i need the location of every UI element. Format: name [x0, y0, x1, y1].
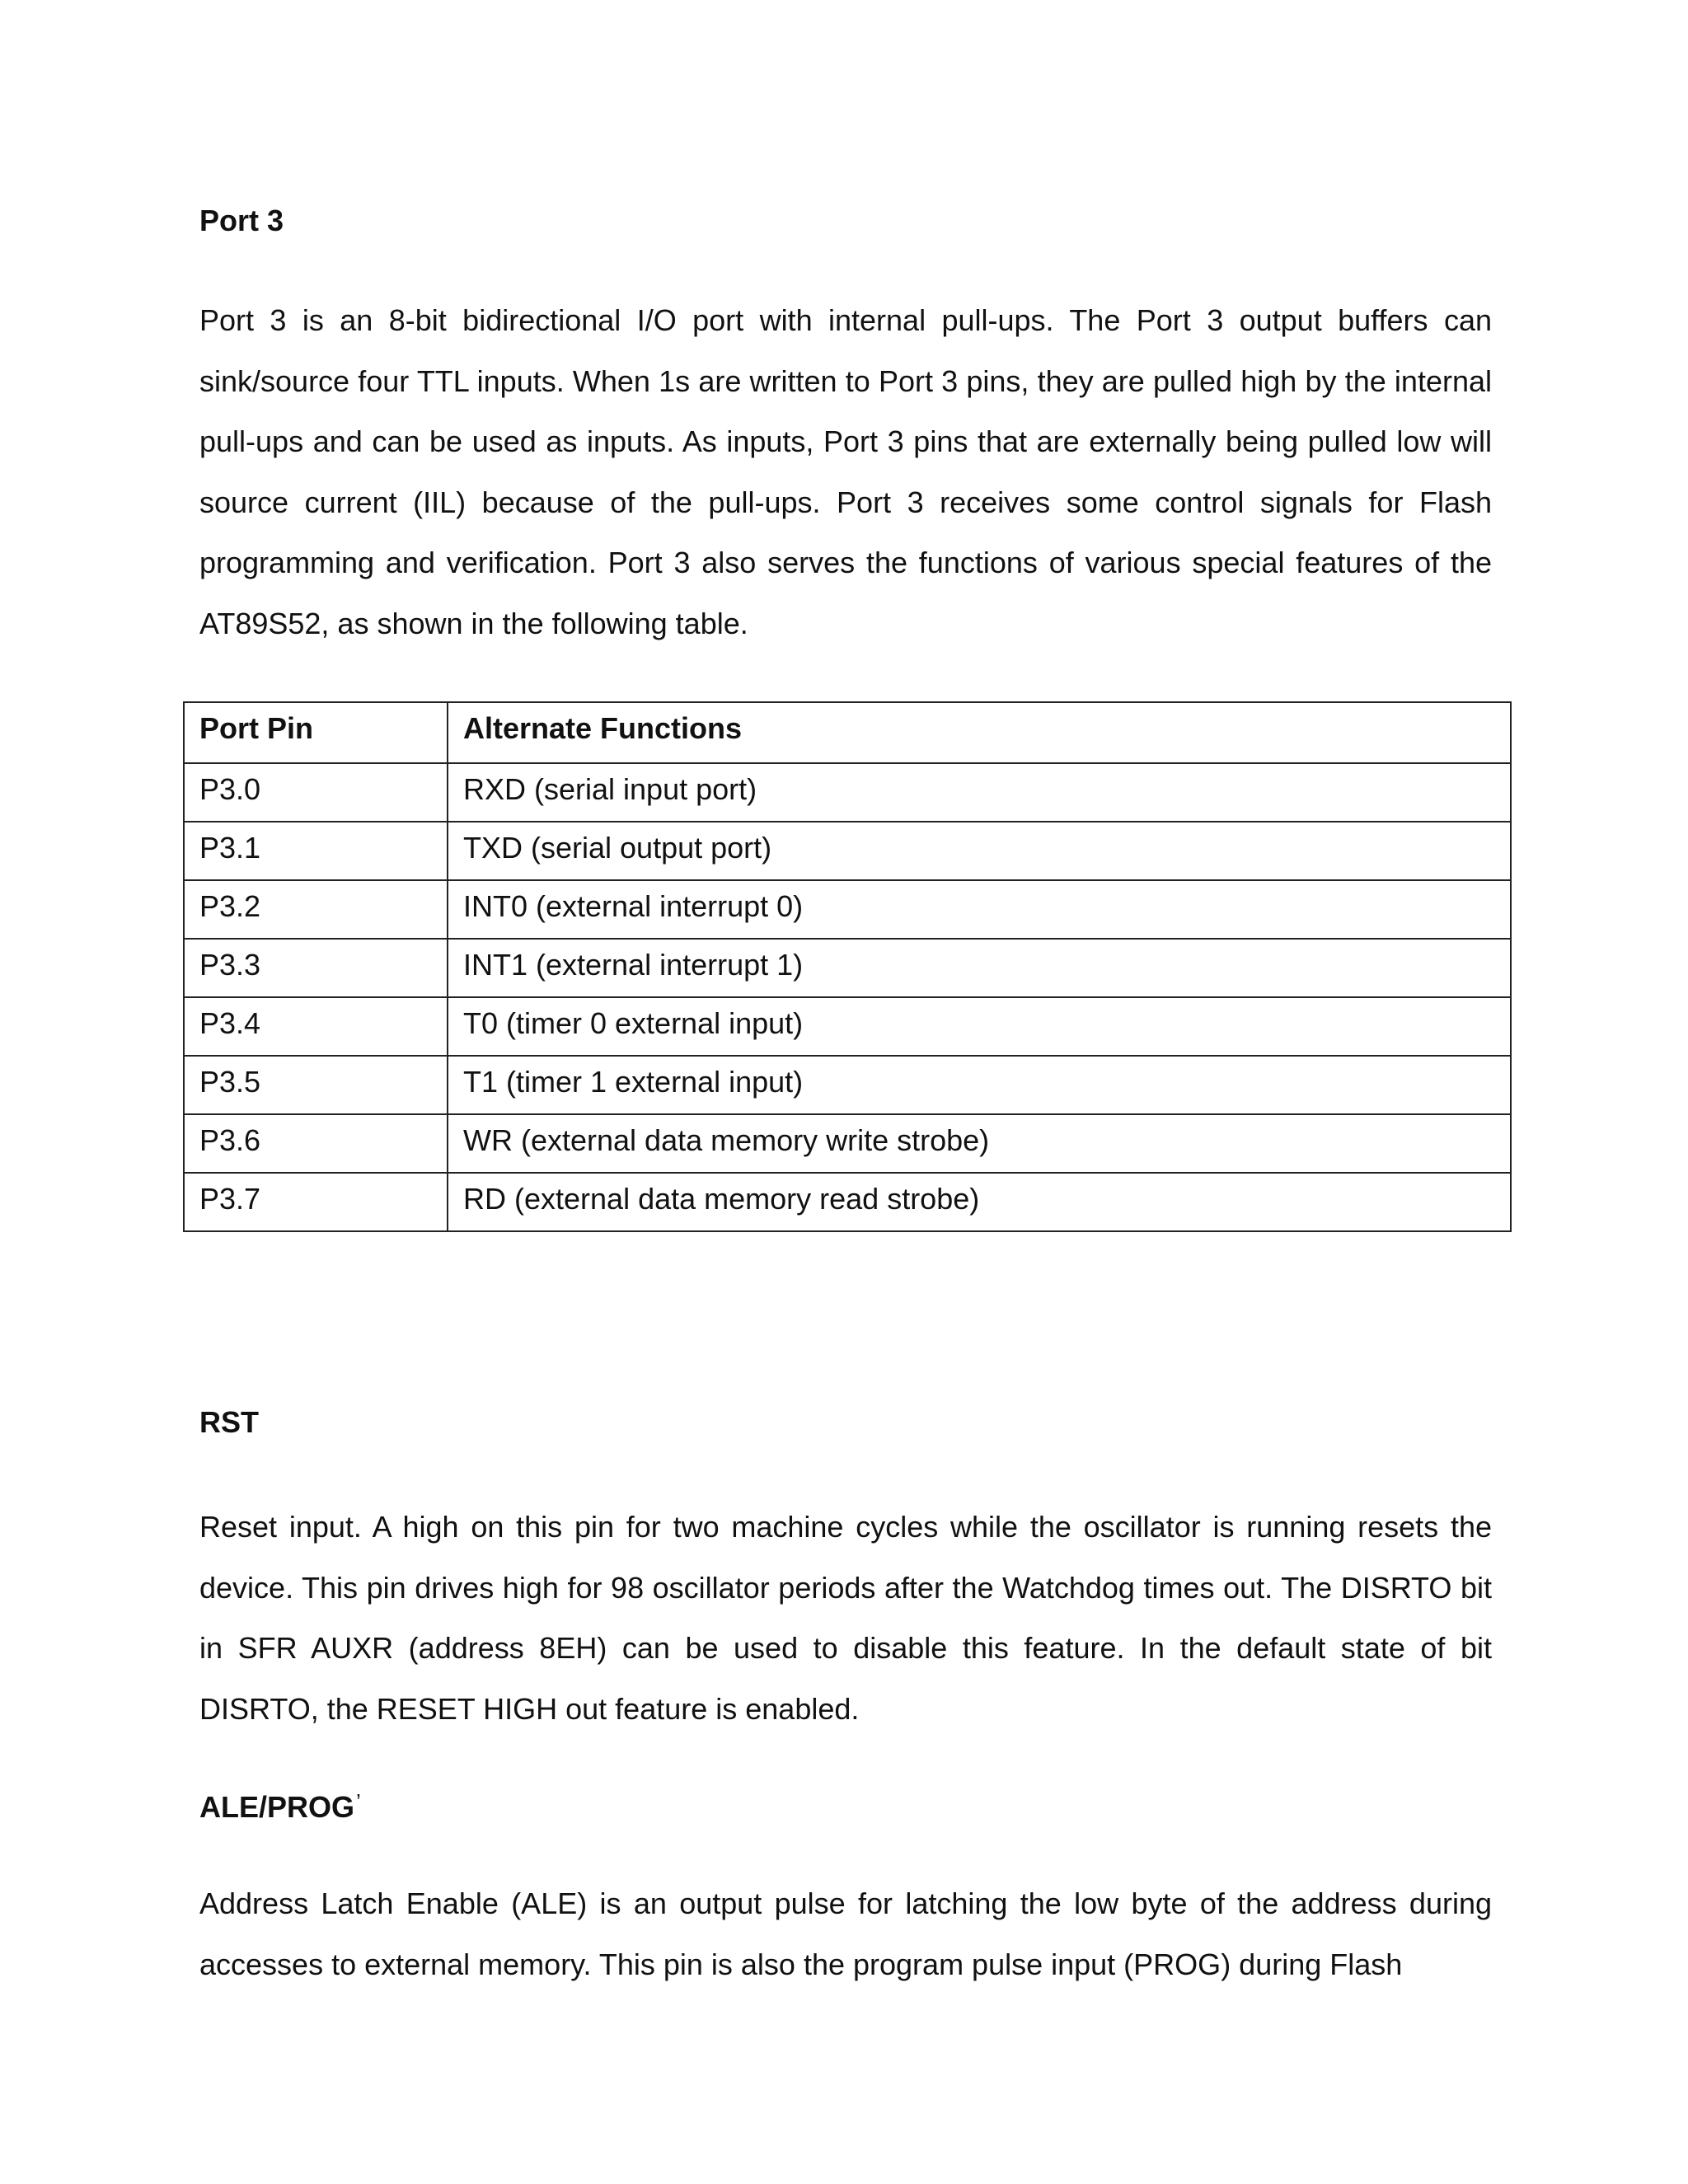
port3-heading: Port 3 [199, 204, 284, 237]
table-row [184, 1056, 1511, 1114]
pin-cell: P3.3 [184, 939, 448, 997]
pin-cell: P3.5 [184, 1056, 448, 1114]
table-header-alternate-functions: Alternate Functions [448, 702, 1511, 763]
table-row [184, 1173, 1511, 1231]
table-header-row [184, 702, 1511, 763]
function-cell: RXD (serial input port) [448, 763, 1511, 822]
table-row [184, 997, 1511, 1056]
ale-prog-heading-text: ALE/PROG [199, 1790, 355, 1824]
pin-cell: P3.4 [184, 997, 448, 1056]
pin-cell: P3.6 [184, 1114, 448, 1173]
pin-cell: P3.7 [184, 1173, 448, 1231]
function-cell: INT0 (external interrupt 0) [448, 880, 1511, 939]
table-header-port-pin: Port Pin [184, 702, 448, 763]
function-cell: T1 (timer 1 external input) [448, 1056, 1511, 1114]
table-row [184, 1114, 1511, 1173]
pin-cell: P3.0 [184, 763, 448, 822]
ale-prog-heading [199, 1785, 361, 1824]
function-cell: T0 (timer 0 external input) [448, 997, 1511, 1056]
port3-paragraph: Port 3 is an 8-bit bidirectional I/O port with internal pull-ups. The Port 3 output buffers can sink/source four TTL inputs. When 1s are written to Port 3 pins, they are pulled high by the internal pull-ups and can be used as inputs. As inputs, Port 3 pins that are externally being pulled low will source current (IIL) because of the pull-ups. Port 3 receives some control signals for Flash programming and verification. Port 3 also serves the functions of various special features of the AT89S52, as shown in the following table. [199, 303, 1492, 640]
function-cell: RD (external data memory read strobe) [448, 1173, 1511, 1231]
ale-paragraph: Address Latch Enable (ALE) is an output pulse for latching the low byte of the address during accesses to external memory. This pin is also the program pulse input (PROG) during Flash [199, 1886, 1492, 1981]
table-row [184, 880, 1511, 939]
function-cell: WR (external data memory write strobe) [448, 1114, 1511, 1173]
rst-heading: RST [199, 1405, 259, 1439]
table-row [184, 763, 1511, 822]
rst-paragraph: Reset input. A high on this pin for two machine cycles while the oscillator is running resets the device. This pin drives high for 98 oscillator periods after the Watchdog times out. The DISRTO bit in SFR AUXR (address 8EH) can be used to disable this feature. In the default state of bit DISRTO, the RESET HIGH out feature is enabled. [199, 1510, 1492, 1726]
table-row [184, 939, 1511, 997]
pin-cell: P3.1 [184, 822, 448, 880]
function-cell: TXD (serial output port) [448, 822, 1511, 880]
prog-overbar-mark: ’ [356, 1789, 361, 1814]
table-row [184, 822, 1511, 880]
port3-alternate-functions-table [183, 701, 1512, 1232]
pin-cell: P3.2 [184, 880, 448, 939]
function-cell: INT1 (external interrupt 1) [448, 939, 1511, 997]
